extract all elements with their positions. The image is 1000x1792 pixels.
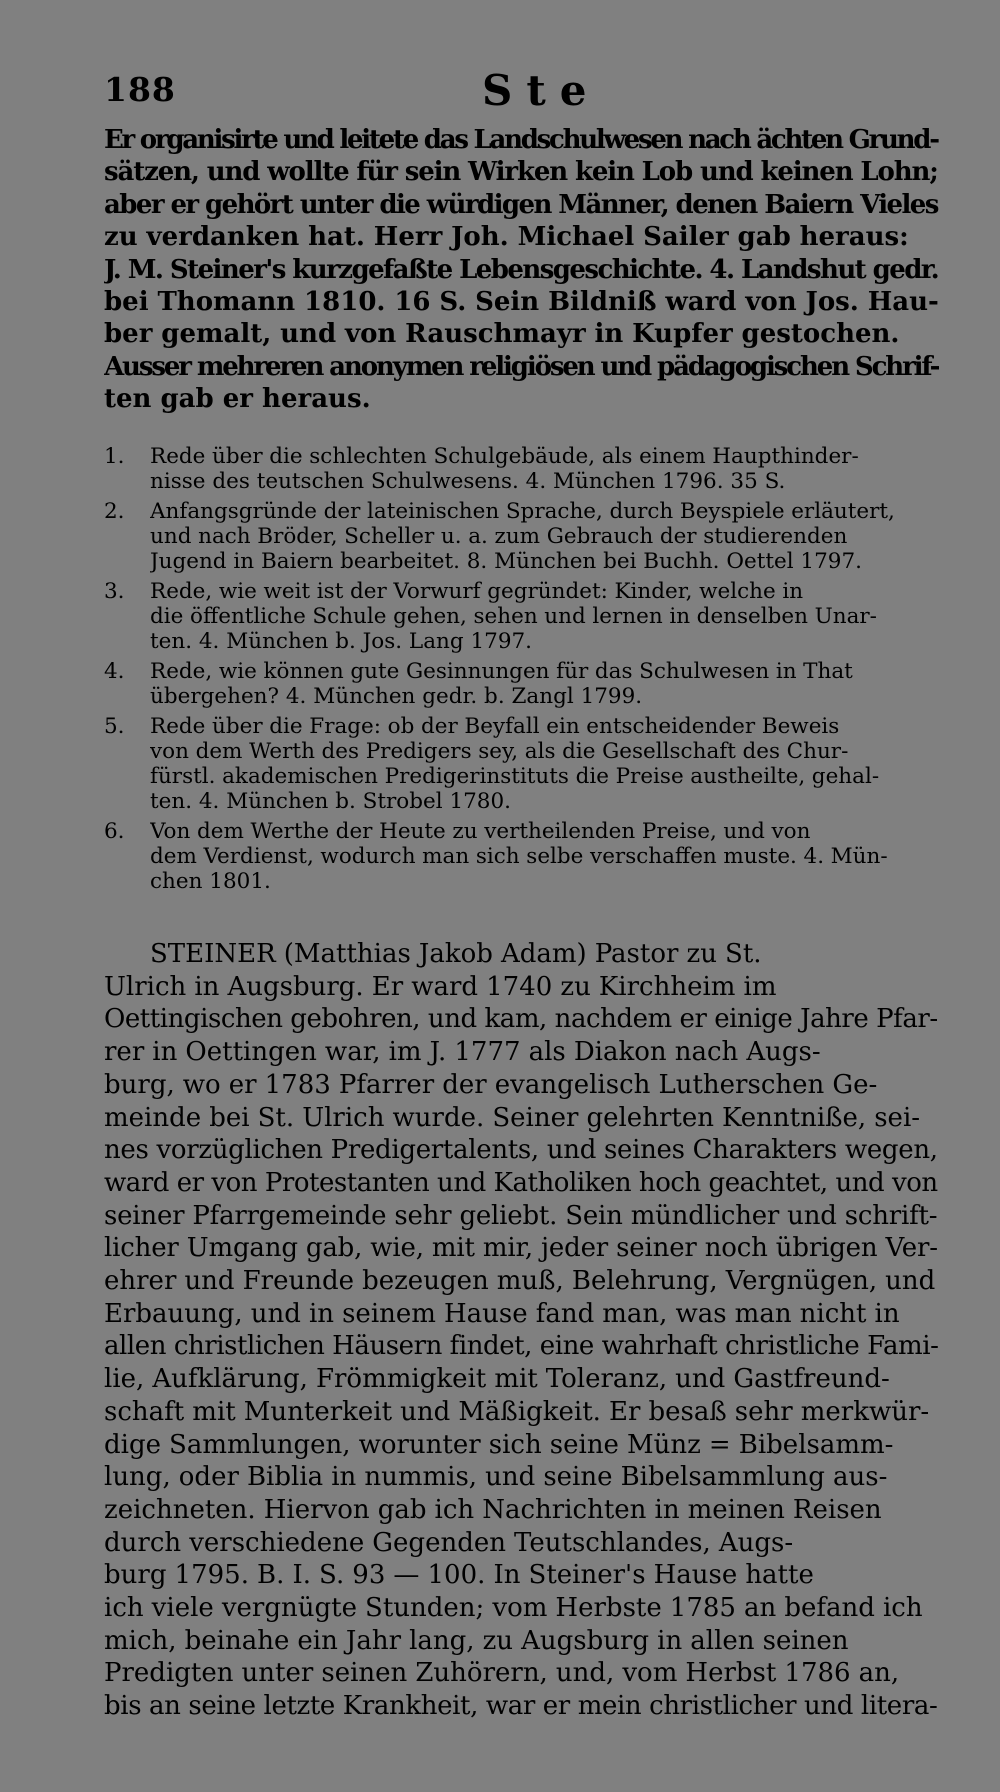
- work-line: Rede, wie können gute Gesinnungen für das Schulwesen in That: [150, 659, 853, 684]
- work-line: Rede, wie weit ist der Vorwurf gegründet: Kinder, welche in: [150, 579, 804, 604]
- text-line: ehrer und Freunde bezeugen muß, Belehrung, Vergnügen, und: [104, 1266, 936, 1297]
- text-line: ich viele vergnügte Stunden; vom Herbste 1785 an befand ich: [104, 1593, 923, 1624]
- work-number: 4.: [104, 659, 125, 684]
- work-line: Rede über die schlechten Schulgebäude, als einem Haupthinder-: [150, 444, 859, 469]
- work-line: chen 1801.: [150, 869, 271, 894]
- text-line: mich, beinahe ein Jahr lang, zu Augsburg in allen seinen: [104, 1625, 849, 1656]
- text-line: burg, wo er 1783 Pfarrer der evangelisch Lutherschen Ge-: [104, 1069, 878, 1100]
- work-number: 6.: [104, 819, 125, 844]
- text-line: ten gab er heraus.: [104, 384, 371, 415]
- works-list: [104, 444, 944, 899]
- text-line: durch verschiedene Gegenden Teutschlandes, Augs-: [104, 1527, 794, 1558]
- text-line: licher Umgang gab, wie, mit mir, jeder seiner noch übrigen Ver-: [104, 1233, 938, 1264]
- work-line: übergehen? 4. München gedr. b. Zangl 1799.: [150, 684, 643, 709]
- text-line: J. M. Steiner's kurzgefaßte Lebensgeschichte. 4. Landshut gedr.: [104, 254, 939, 285]
- page-number: 188: [104, 70, 176, 109]
- work-line: ten. 4. München b. Jos. Lang 1797.: [150, 629, 533, 654]
- text-line: sätzen, und wollte für sein Wirken kein Lob und keinen Lohn;: [104, 157, 938, 188]
- page-header: [104, 66, 944, 122]
- work-number: 3.: [104, 579, 125, 604]
- work-line: Von dem Werthe der Heute zu vertheilenden Preise, und von: [150, 819, 811, 844]
- text-line: bei Thomann 1810. 16 S. Sein Bildniß ward von Jos. Hau-: [104, 287, 939, 318]
- work-number: 2.: [104, 499, 125, 524]
- text-line: Erbauung, und in seinem Hause fand man, was man nicht in: [104, 1298, 900, 1329]
- text-line: ward er von Protestanten und Katholiken hoch geachtet, und von: [104, 1167, 938, 1198]
- text-line: Ulrich in Augsburg. Er ward 1740 zu Kirchheim im: [104, 971, 777, 1002]
- work-line: von dem Werth des Predigers sey, als die Gesellschaft des Chur-: [150, 739, 849, 764]
- text-line: zeichneten. Hiervon gab ich Nachrichten in meinen Reisen: [104, 1494, 882, 1525]
- work-line: Anfangsgründe der lateinischen Sprache, durch Beyspiele erläutert,: [150, 499, 895, 524]
- work-line: Jugend in Baiern bearbeitet. 8. München bei Buchh. Oettel 1797.: [150, 549, 862, 574]
- work-entry-5: [104, 714, 944, 814]
- text-line: lie, Aufklärung, Frömmigkeit mit Toleranz, und Gastfreund-: [104, 1364, 890, 1395]
- text-line: lung, oder Biblia in nummis, und seine Bibelsammlung aus-: [104, 1462, 888, 1493]
- work-entry-4: [104, 659, 944, 709]
- text-line: burg 1795. B. I. S. 93 — 100. In Steiner's Hause hatte: [104, 1560, 814, 1591]
- work-entry-6: [104, 819, 944, 894]
- running-head: Ste: [482, 66, 601, 115]
- work-entry-3: [104, 579, 944, 654]
- work-line: und nach Bröder, Scheller u. a. zum Gebrauch der studierenden: [150, 524, 848, 549]
- text-line: Predigten unter seinen Zuhörern, und, vom Herbst 1786 an,: [104, 1658, 900, 1689]
- text-line: Oettingischen gebohren, und kam, nachdem er einige Jahre Pfar-: [104, 1004, 938, 1035]
- work-line: dem Verdienst, wodurch man sich selbe verschaffen muste. 4. Mün-: [150, 844, 888, 869]
- text-line: schaft mit Munterkeit und Mäßigkeit. Er besaß sehr merkwür-: [104, 1396, 930, 1427]
- intro-paragraph: [104, 124, 944, 416]
- work-line: Rede über die Frage: ob der Beyfall ein entscheidender Beweis: [150, 714, 840, 739]
- work-line: nisse des teutschen Schulwesens. 4. München 1796. 35 S.: [150, 469, 786, 494]
- text-line: zu verdanken hat. Herr Joh. Michael Sailer gab heraus:: [104, 222, 909, 253]
- entry-heading-line: STEINER (Matthias Jakob Adam) Pastor zu St.: [150, 939, 762, 969]
- work-line: ten. 4. München b. Strobel 1780.: [150, 789, 511, 814]
- work-entry-1: [104, 444, 944, 494]
- work-entry-2: [104, 499, 944, 574]
- text-line: rer in Oettingen war, im J. 1777 als Diakon nach Augs-: [104, 1037, 821, 1068]
- work-line: fürstl. akademischen Predigerinstituts die Preise austheilte, gehal-: [150, 764, 880, 789]
- text-line: seiner Pfarrgemeinde sehr geliebt. Sein mündlicher und schrift-: [104, 1200, 938, 1231]
- work-number: 5.: [104, 714, 125, 739]
- text-line: bis an seine letzte Krankheit, war er mein christlicher und litera-: [104, 1691, 938, 1722]
- work-line: die öffentliche Schule gehen, sehen und lernen in denselben Unar-: [150, 604, 877, 629]
- text-line: dige Sammlungen, worunter sich seine Münz = Bibelsamm-: [104, 1429, 894, 1460]
- text-line: Ausser mehreren anonymen religiösen und pädagogischen Schrif-: [104, 351, 939, 382]
- text-line: meinde bei St. Ulrich wurde. Seiner gelehrten Kenntniße, sei-: [104, 1102, 921, 1133]
- text-line: nes vorzüglichen Predigertalents, und seines Charakters wegen,: [104, 1135, 938, 1166]
- work-number: 1.: [104, 444, 125, 469]
- steiner-entry: [104, 938, 944, 1723]
- text-line: ber gemalt, und von Rauschmayr in Kupfer gestochen.: [104, 319, 900, 350]
- text-line: aber er gehört unter die würdigen Männer, denen Baiern Vieles: [104, 189, 938, 220]
- text-line: Er organisirte und leitete das Landschulwesen nach ächten Grund-: [104, 125, 938, 155]
- text-line: allen christlichen Häusern findet, eine wahrhaft christliche Fami-: [104, 1331, 939, 1362]
